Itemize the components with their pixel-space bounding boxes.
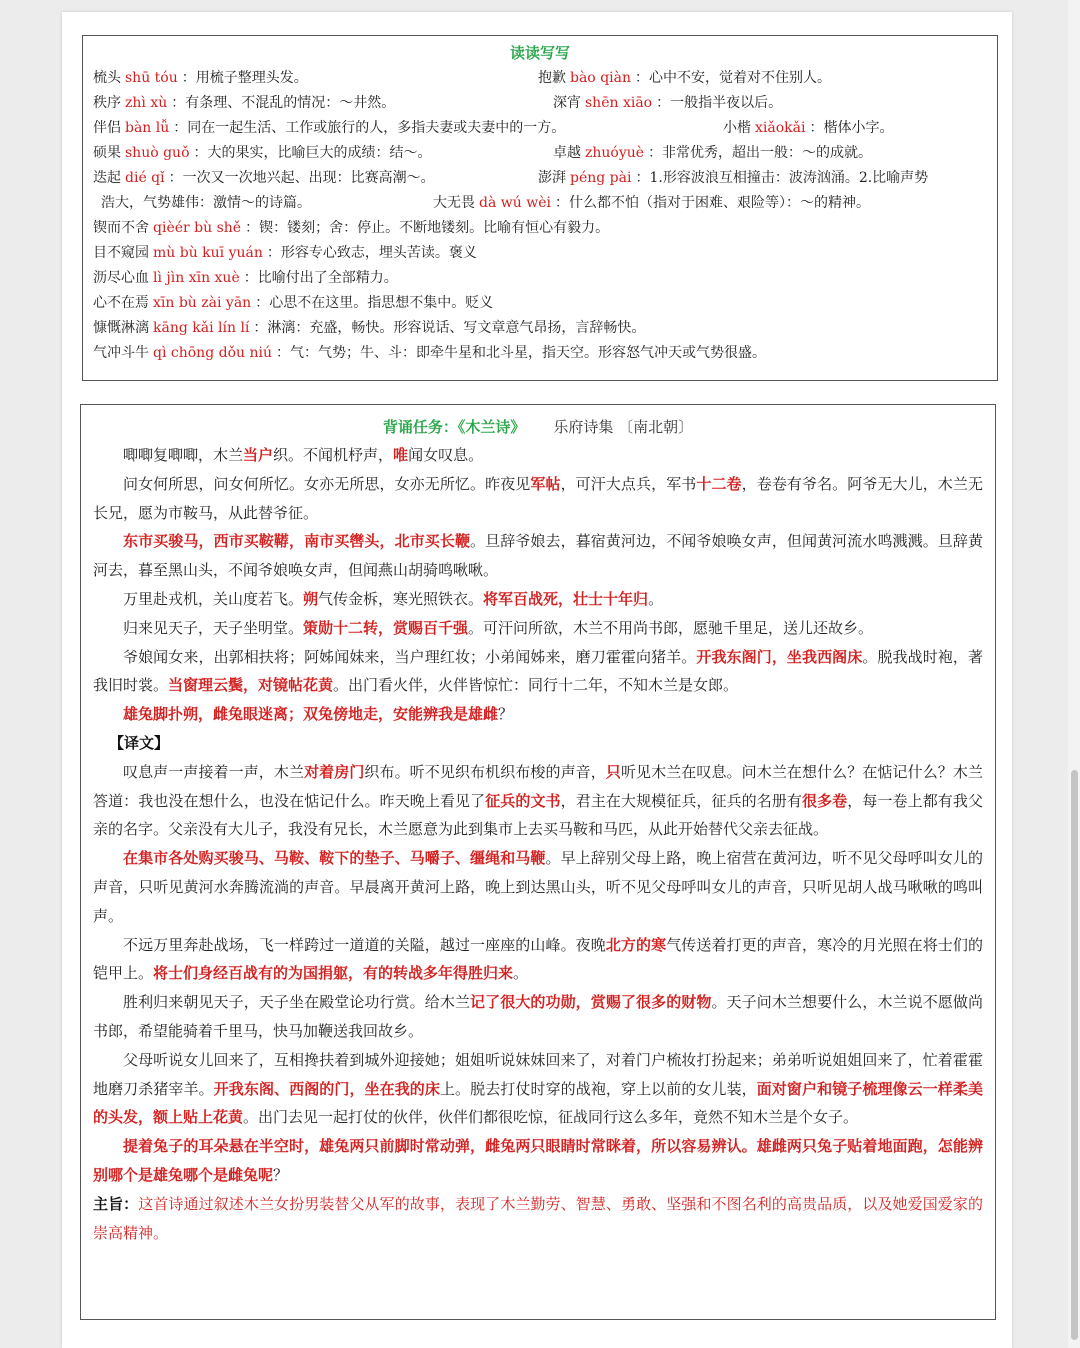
body-text: ，每一卷上都有我父亲的名字。父亲没有大儿子，我没有兄长，木兰愿意为此到集市上去买马鞍和马匹，从此开始替代父亲去征战。 (93, 791, 983, 839)
vocab-word: 慷慨淋漓 (93, 320, 149, 336)
vocab-title: 读读写写 (509, 44, 570, 62)
body-text: ，可汗大点兵，军书 (560, 474, 697, 493)
highlight-text: 策勋十二转，赏赐百千强 (303, 618, 469, 637)
vocab-word: 大无畏 (433, 195, 475, 211)
vocab-row (93, 291, 987, 316)
body-text: 不远万里奔赴战场，飞一样跨过一道道的关隘，越过一座座的山峰。夜晚 (123, 935, 606, 954)
body-text: ？ (498, 705, 514, 724)
highlight-text: 提着兔子的耳朵悬在半空时，雄兔两只前脚时常动弹，雌兔两只眼睛时常眯着，所以容易辨认。雄雌两只兔子贴着地面跑，怎能辨别哪个是雄兔哪个是雌兔呢 (93, 1137, 983, 1184)
poem-paragraph (93, 700, 983, 729)
body-text: ，君主在大规模征兵，征兵的名册有 (560, 791, 803, 810)
highlight-text: 面对窗户和镜子梳理像云一样柔美的头发，额上贴上花黄 (93, 1079, 983, 1127)
vocab-word: 心不在焉 (93, 295, 149, 311)
theme-label: 主旨： (93, 1194, 139, 1213)
body-text: 织。不闻机杼声， (273, 446, 394, 464)
vocab-definition: ：形容专心致志，埋头苦读。褒义 (266, 245, 477, 261)
vocab-word: 迭起 (93, 170, 121, 186)
translation-paragraph (93, 1132, 983, 1190)
vocab-pinyin: shuò guǒ (125, 145, 190, 161)
vocab-word: 秩序 (93, 95, 121, 111)
highlight-text: 开我东阁门，坐我西阁床 (696, 647, 863, 666)
highlight-text: 很多卷 (802, 791, 848, 810)
vocab-definition: ：一次又一次地兴起、出现：比赛高潮～。 (168, 170, 435, 186)
vocab-entry (93, 220, 609, 236)
vocab-word: 伴侣 (93, 120, 121, 136)
vocab-entry (93, 295, 493, 311)
vocab-word: 小楷 (723, 120, 751, 136)
highlight-text: 当户 (243, 446, 274, 464)
highlight-text: 对着房门 (304, 762, 365, 781)
vocab-word: 气冲斗牛 (93, 345, 149, 361)
vocab-entry (553, 91, 782, 116)
poem-source: 乐府诗集 〔南北朝〕 (553, 418, 694, 436)
highlight-text: 开我东阁、西阁的门，坐在我的床 (213, 1079, 440, 1098)
vocab-pinyin: lì jìn xīn xuè (153, 270, 240, 286)
vocab-entry (93, 70, 308, 86)
body-text: 叹息声一声接着一声，木兰 (123, 762, 305, 781)
highlight-text: 东市买骏马，西市买鞍鞯，南市买辔头，北市买长鞭 (123, 532, 471, 551)
body-text: 气传金柝，寒光照铁衣。 (318, 589, 484, 608)
highlight-text: 将军百战死，壮士十年归 (483, 589, 649, 608)
vocab-definition: 浩大，气势雄伟：激情～的诗篇。 (101, 195, 311, 211)
vocab-word: 抱歉 (538, 70, 566, 86)
vocab-pinyin: xiǎokǎi (755, 120, 806, 136)
vocab-box (82, 35, 998, 381)
vocab-pinyin: kāng kǎi lín lí (153, 320, 250, 336)
vocab-definition: ：一般指半夜以后。 (656, 95, 783, 111)
vocab-definition: ：锲：镂刻；舍：停止。不断地镂刻。比喻有恒心有毅力。 (245, 220, 610, 236)
translation-text (93, 758, 983, 1190)
vocab-pinyin: péng pài (570, 170, 632, 186)
vocab-entry (93, 245, 477, 261)
vocab-definition: ：用梳子整理头发。 (181, 70, 308, 86)
highlight-text: 当窗理云鬓，对镜帖花黄 (168, 676, 334, 695)
vocab-entry (93, 345, 766, 361)
vocab-pinyin: bào qiàn (570, 70, 631, 86)
body-text: 。 (648, 589, 664, 608)
vocab-entry (433, 191, 870, 216)
body-text: 闻女叹息。 (408, 446, 484, 464)
vocab-entry (723, 116, 893, 141)
vocab-entry (93, 95, 395, 111)
vocab-pinyin: dié qǐ (125, 170, 165, 186)
vocab-pinyin: dà wú wèi (479, 195, 551, 211)
highlight-text: 军帖 (530, 474, 561, 493)
poem-heading (93, 413, 983, 441)
vocab-entry (553, 141, 872, 166)
poem-paragraph (93, 441, 983, 470)
highlight-text: 雄兔脚扑朔，雌兔眼迷离；双兔傍地走，安能辨我是雄雌 (123, 705, 499, 724)
highlight-text: 在集市各处购买骏马、马鞍、鞍下的垫子、马嚼子、缰绳和马鞭 (123, 849, 546, 868)
vocab-word: 澎湃 (538, 170, 566, 186)
translation-label-row (93, 729, 983, 758)
body-text: 。可汗问所欲，木兰不用尚书郎，愿驰千里足，送儿还故乡。 (468, 618, 874, 637)
translation-paragraph (93, 844, 983, 930)
body-text: 万里赴戎机，关山度若飞。 (123, 589, 304, 608)
vocab-pinyin: bàn lǚ (125, 120, 170, 136)
highlight-text: 唯 (393, 446, 409, 464)
vocab-word: 锲而不舍 (93, 220, 149, 236)
vocab-entry (538, 66, 831, 91)
theme-text: 这首诗通过叙述木兰女扮男装替父从军的故事，表现了木兰勤劳、智慧、勇敢、坚强和不图名利的高贵品质，以及她爱国爱家的崇高精神。 (93, 1194, 983, 1242)
theme-row (93, 1190, 983, 1248)
highlight-text: 朔 (303, 589, 319, 608)
vocab-entry (93, 120, 565, 136)
vocab-definition: ：淋漓：充盛，畅快。形容说话、写文章意气昂扬，言辞畅快。 (253, 320, 646, 336)
vocab-row (93, 191, 987, 216)
vocab-word: 目不窥园 (93, 245, 149, 261)
vocab-row (93, 141, 987, 166)
body-text: 上。脱去打仗时穿的战袍，穿上以前的女儿装， (439, 1079, 757, 1098)
vocab-word: 深宵 (553, 95, 581, 111)
body-text: 唧唧复唧唧，木兰 (123, 446, 244, 464)
highlight-text: 只 (605, 762, 621, 781)
vocab-definition: ：楷体小字。 (809, 120, 894, 136)
body-text: 胜利归来朝见天子，天子坐在殿堂论功行赏。给木兰 (123, 993, 471, 1012)
body-text: ？ (273, 1165, 289, 1184)
vocab-word: 硕果 (93, 145, 121, 161)
vocab-definition: ：1.形容波浪互相撞击：波涛汹涌。2.比喻声势 (635, 170, 929, 186)
poem-paragraph (93, 614, 983, 643)
vocab-row (93, 166, 987, 191)
vocab-pinyin: zhì xù (125, 95, 168, 111)
vocab-entry (93, 145, 432, 161)
body-text: 。出门去见一起打仗的伙伴，伙伴们都很吃惊，征战同行这么多年，竟然不知木兰是个女子。 (243, 1108, 859, 1127)
vocab-entry (93, 270, 398, 286)
vocab-pinyin: shēn xiāo (585, 95, 653, 111)
vocab-row (93, 316, 987, 341)
poem-title: 背诵任务：《木兰诗》 (382, 418, 526, 436)
vocab-pinyin: mù bù kuī yuán (153, 245, 263, 261)
vocab-row (93, 241, 987, 266)
vocab-definition: ：比喻付出了全部精力。 (243, 270, 398, 286)
translation-paragraph (93, 988, 983, 1046)
vocab-pinyin: qièér bù shě (153, 220, 242, 236)
body-text: 。旦辞爷娘去，暮宿黄河边，不闻爷娘唤女声，但闻黄河流水鸣溅溅。旦辞黄河去，暮至黑山头，不闻爷娘唤女声，但闻燕山胡骑鸣啾啾。 (93, 532, 983, 580)
body-text: 父母听说女儿回来了，互相搀扶着到城外迎接她；姐姐听说妹妹回来了，对着门户梳妆打扮起来；弟弟听说姐姐回来了，忙着霍霍地磨刀杀猪宰羊。 (93, 1050, 983, 1098)
poem-box (80, 404, 996, 1320)
vocab-definition: ：非常优秀，超出一般：～的成就。 (648, 145, 873, 161)
translation-paragraph (93, 1046, 983, 1132)
vocab-word: 卓越 (553, 145, 581, 161)
vocab-row (93, 341, 987, 366)
translation-paragraph (93, 758, 983, 844)
body-text: 。早上辞别父母上路，晚上宿营在黄河边，听不见父母呼叫女儿的声音，只听见黄河水奔腾流淌的声音。早晨离开黄河上路，晚上到达黑山头，听不见父母呼叫女儿的声音，只听见胡人战马啾啾的鸣叫声。 (93, 849, 983, 925)
body-text: 气传送着打更的声音，寒冷的月光照在将士们的铠甲上。 (93, 935, 983, 983)
vocab-definition: ：心中不安，觉着对不住别人。 (635, 70, 831, 86)
vocab-list (93, 66, 987, 366)
vocab-row (93, 66, 987, 91)
vocab-pinyin: zhuóyuè (585, 145, 645, 161)
highlight-text: 北方的寒 (605, 935, 667, 954)
body-text: 。天子问木兰想要什么，木兰说不愿做尚书郎，希望能骑着千里马，快马加鞭送我回故乡。 (93, 993, 983, 1040)
body-text: 听见木兰在叹息。问木兰在想什么？在惦记什么？木兰答道：我也没在想什么，也没在惦记什么。昨天晚上看见了 (93, 762, 983, 810)
body-text: 。脱我战时袍，著我旧时裳。 (93, 647, 983, 695)
vocab-row (93, 91, 987, 116)
vocab-row (93, 116, 987, 141)
vocab-definition: ：同在一起生活、工作或旅行的人，多指夫妻或夫妻中的一方。 (173, 120, 566, 136)
body-text: 爷娘闻女来，出郭相扶将；阿姊闻妹来，当户理红妆；小弟闻姊来，磨刀霍霍向猪羊。 (123, 647, 697, 666)
highlight-text: 征兵的文书 (485, 791, 561, 810)
vocab-pinyin: xīn bù zài yān (153, 295, 252, 311)
vocab-row (93, 216, 987, 241)
vocab-pinyin: qì chōng dǒu niú (153, 345, 272, 361)
translation-label: 【译文】 (109, 733, 170, 752)
scrollbar-thumb[interactable] (1071, 770, 1078, 1340)
poem-paragraph (93, 585, 983, 614)
poem-paragraph (93, 643, 983, 701)
poem-paragraph (93, 527, 983, 585)
vocab-entry (93, 170, 435, 186)
highlight-text: 十二卷 (696, 474, 742, 493)
vocab-word: 梳头 (93, 70, 121, 86)
vocab-definition: ：气：气势；牛、斗：即牵牛星和北斗星，指天空。形容怒气冲天或气势很盛。 (275, 345, 766, 361)
body-text: 问女何所思，问女何所忆。女亦无所思，女亦无所忆。昨夜见 (123, 474, 531, 493)
vocab-definition: ：心思不在这里。指思想不集中。贬义 (255, 295, 494, 311)
poem-text (93, 441, 983, 729)
vocab-definition: ：什么都不怕（指对于困难、艰险等）：～的精神。 (554, 195, 870, 211)
vocab-definition: ：有条理、不混乱的情况：～井然。 (171, 95, 396, 111)
vocab-entry (538, 166, 928, 191)
body-text: ，卷卷有爷名。阿爷无大儿，木兰无长兄，愿为市鞍马，从此替爷征。 (93, 474, 983, 522)
vocab-pinyin: shū tóu (125, 70, 178, 86)
body-text: 织布。听不见织布机织布梭的声音， (364, 762, 606, 781)
poem-paragraph (93, 470, 983, 528)
highlight-text: 记了很大的功勋，赏赐了很多的财物 (470, 993, 712, 1012)
highlight-text: 将士们身经百战有的为国捐躯，有的转战多年得胜归来 (153, 964, 514, 983)
vocab-word: 沥尽心血 (93, 270, 149, 286)
vocab-entry (93, 320, 645, 336)
translation-paragraph (93, 931, 983, 989)
vocab-entry (93, 195, 311, 211)
body-text: 归来见天子，天子坐明堂。 (123, 618, 304, 637)
body-text: 。出门看火伴，火伴皆惊忙：同行十二年，不知木兰是女郎。 (333, 676, 739, 695)
vocab-definition: ：大的果实，比喻巨大的成绩：结～。 (193, 145, 432, 161)
body-text: 。 (513, 964, 529, 983)
vocab-row (93, 266, 987, 291)
